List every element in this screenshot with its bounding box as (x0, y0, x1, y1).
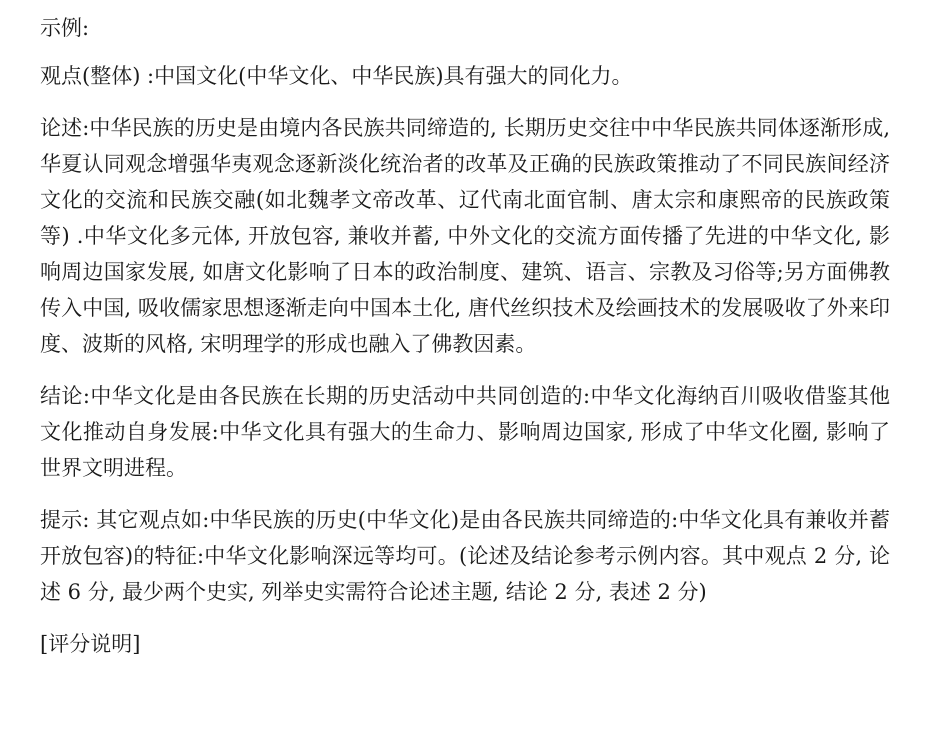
conclusion-paragraph: 结论:中华文化是由各民族在长期的历史活动中共同创造的:中华文化海纳百川吸收借鉴其他文化推动自身发展:中华文化具有强大的生命力、影响周边国家, 形成了中华文化圈, 影响了世界文明进程。 (40, 384, 890, 480)
document-body (40, 10, 890, 678)
example-heading: 示例: (40, 16, 90, 40)
scoring-notes-heading: [评分说明] (40, 632, 141, 656)
viewpoint-paragraph: 观点(整体) :中国文化(中华文化、中华民族)具有强大的同化力。 (40, 64, 633, 88)
argument-paragraph: 论述:中华民族的历史是由境内各民族共同缔造的, 长期历史交往中中华民族共同体逐渐形成, 华夏认同观念增强华夷观念逐新淡化统治者的改革及正确的民族政策推动了不同民族间经济文化的交流和民族交融(如北魏孝文帝改革、辽代南北面官制、唐太宗和康熙帝的民族政策 等) .中华文化多元体, 开放包容, 兼收并蓄, 中外文化的交流方面传播了先进的中华文化, 影响周边国家发展, 如唐文化影响了日本的政治制度、建筑、语言、宗教及习俗等;另方面佛教传入中国, 吸收儒家思想逐渐走向中国本土化, 唐代丝织技术及绘画技术的发展吸收了外来印度、波斯的风格, 宋明理学的形成也融入了佛教因素。 (40, 116, 890, 356)
hint-paragraph: 提示: 其它观点如:中华民族的历史(中华文化)是由各民族共同缔造的:中华文化具有兼收并蓄开放包容)的特征:中华文化影响深远等均可。(论述及结论参考示例内容。其中观点 2 分, 论述 6 分, 最少两个史实, 列举史实需符合论述主题, 结论 2 分, 表述 2 分) (40, 508, 890, 604)
